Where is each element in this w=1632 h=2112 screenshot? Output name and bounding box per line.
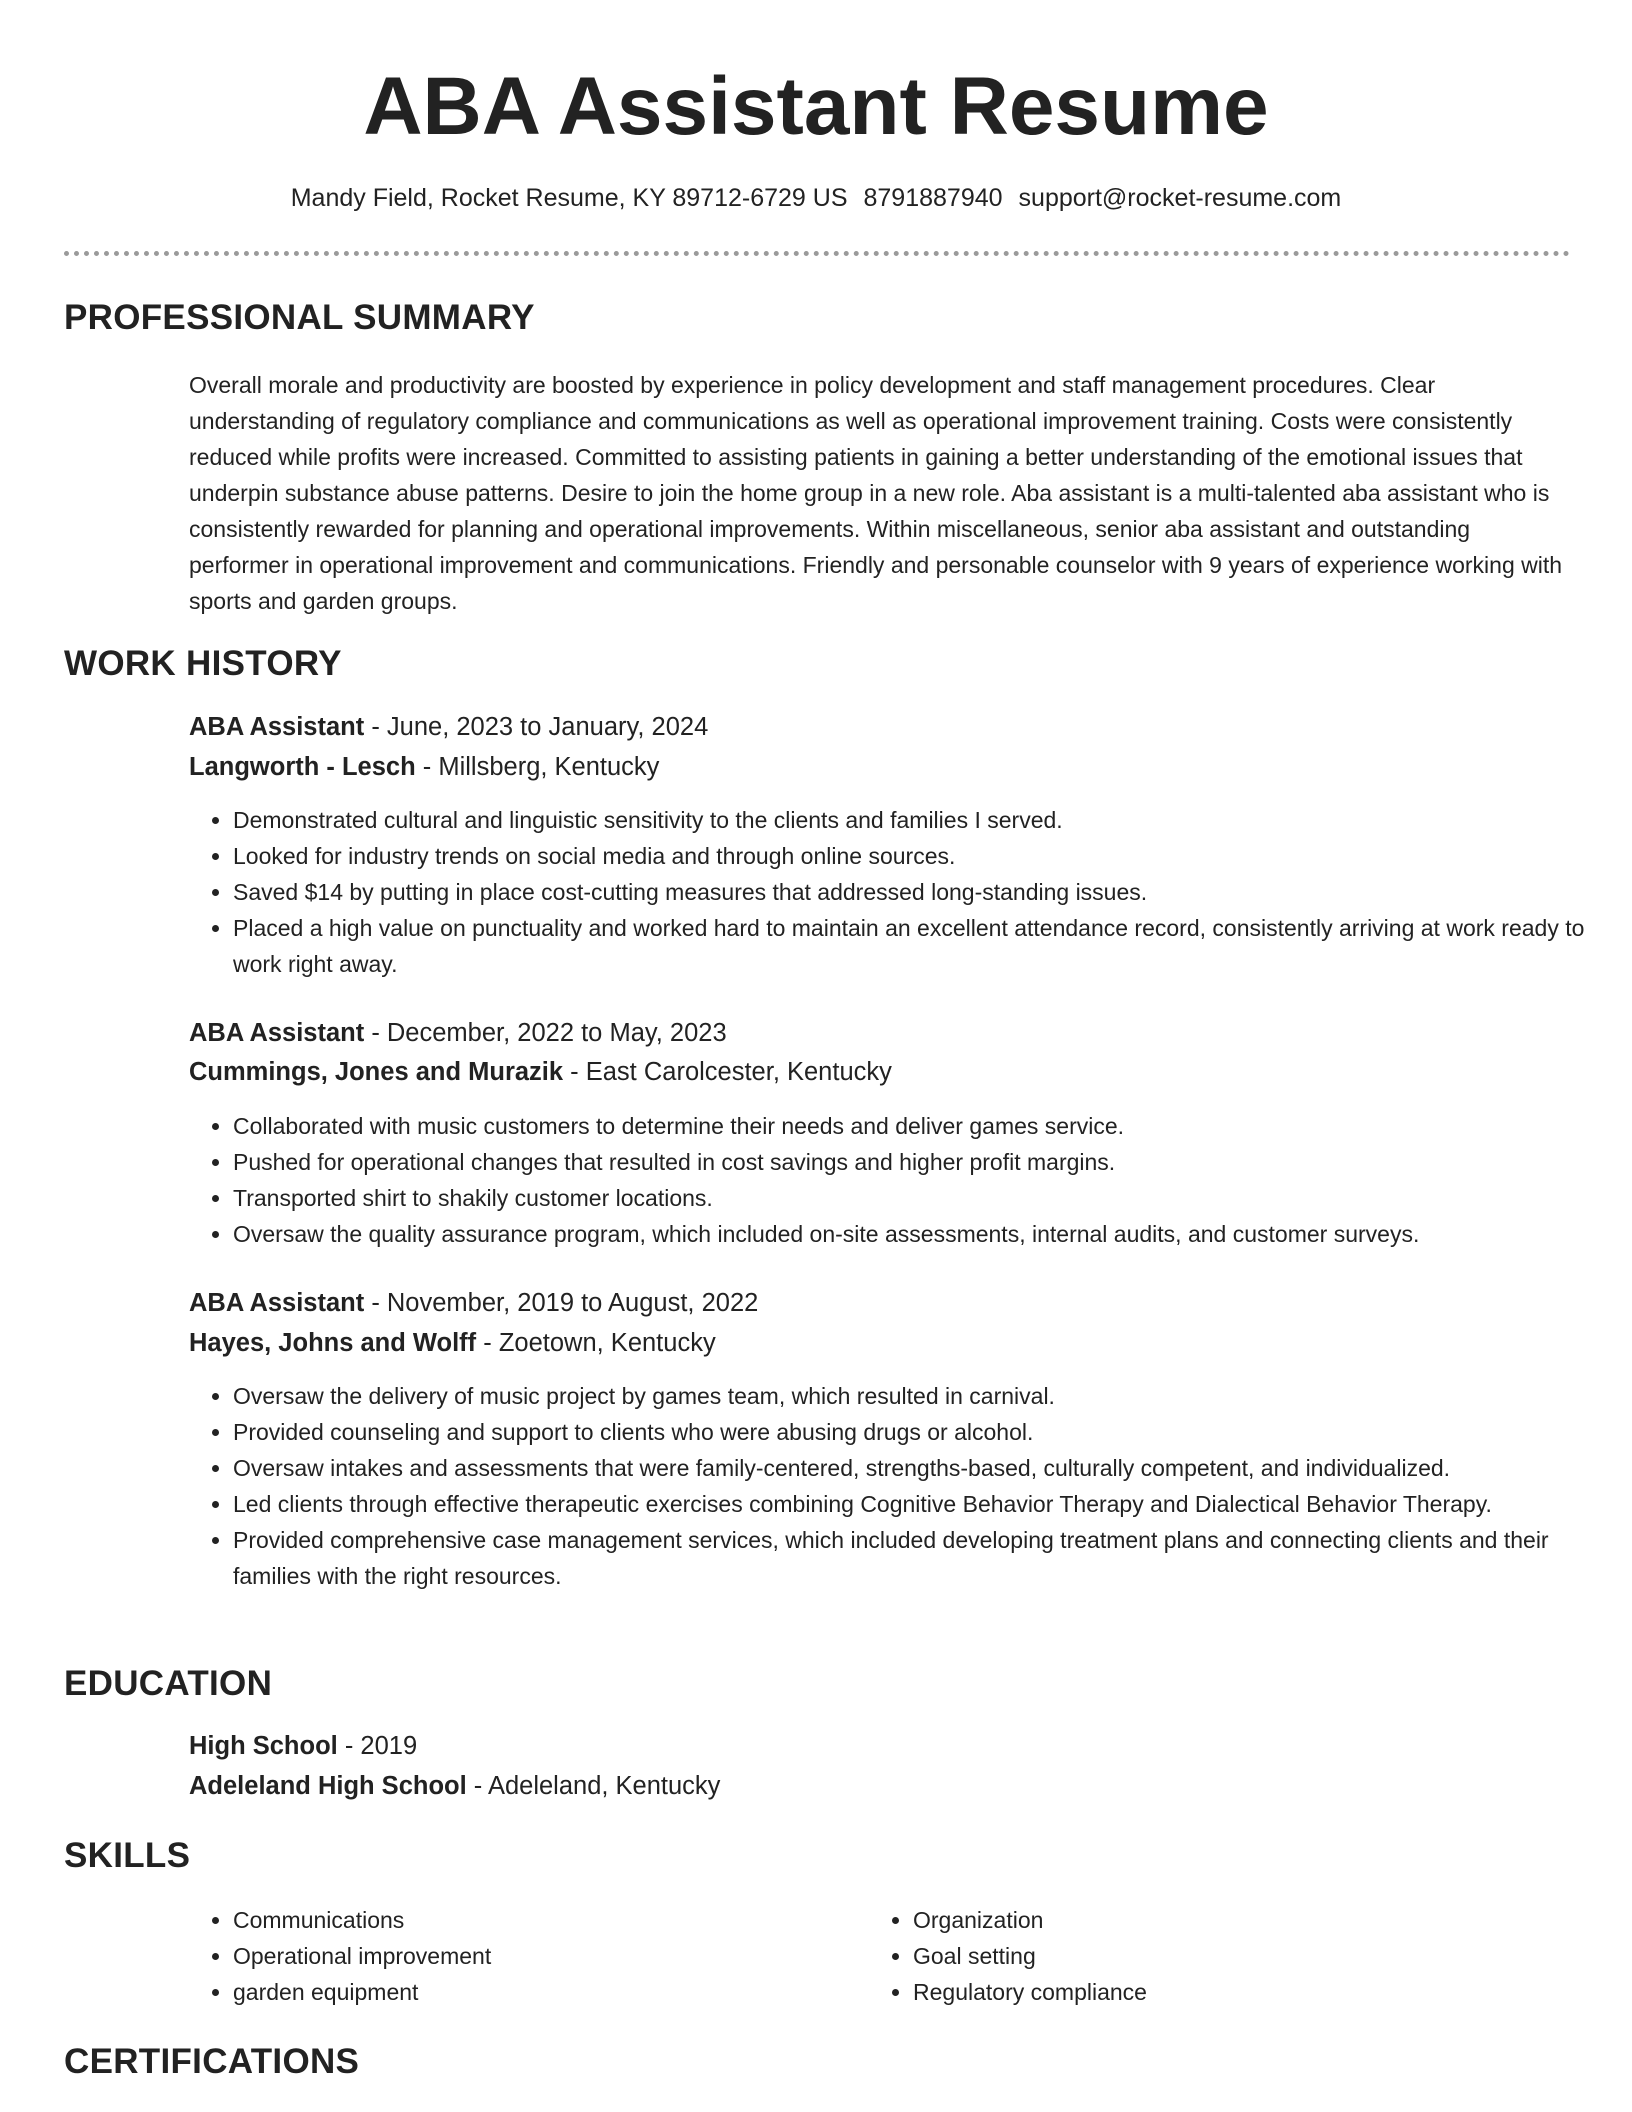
resume-title: ABA Assistant Resume: [363, 61, 1269, 152]
job-3-bullets: [189, 1378, 1613, 1594]
section-heading-work-history: WORK HISTORY: [64, 644, 342, 683]
education-year: - 2019: [337, 1732, 418, 1760]
contact-email: support@rocket-resume.com: [1018, 184, 1342, 212]
list-item: • Pushed for operational changes that resulted in cost savings and higher profit margins.: [233, 1144, 1613, 1180]
section-heading-skills: SKILLS: [64, 1836, 191, 1875]
skill-item: • Operational improvement: [233, 1938, 833, 1974]
education-degree-line: [189, 1728, 417, 1764]
list-item: • Placed a high value on punctuality and worked hard to maintain an excellent attendance record, consistently arriving at work ready to work right away.: [233, 910, 1613, 982]
job-2-company: Cummings, Jones and Murazik: [189, 1058, 564, 1086]
job-2-location: - East Carolcester, Kentucky: [563, 1058, 892, 1086]
job-3-company-line: [189, 1325, 716, 1361]
skill-item: • Communications: [233, 1902, 833, 1938]
list-item: • Oversaw the delivery of music project by games team, which resulted in carnival.: [233, 1378, 1613, 1414]
job-1-location: - Millsberg, Kentucky: [415, 753, 660, 781]
job-1-dates: - June, 2023 to January, 2024: [364, 713, 709, 741]
list-item: • Saved $14 by putting in place cost-cutting measures that addressed long-standing issues.: [233, 874, 1613, 910]
list-item: • Led clients through effective therapeutic exercises combining Cognitive Behavior Therapy and Dialectical Behavior Therapy.: [233, 1486, 1613, 1522]
job-2-company-line: [189, 1054, 892, 1090]
list-item: • Collaborated with music customers to determine their needs and deliver games service.: [233, 1108, 1613, 1144]
job-3-dates: - November, 2019 to August, 2022: [364, 1289, 759, 1317]
education-degree: High School: [189, 1732, 338, 1760]
section-heading-education: EDUCATION: [64, 1664, 273, 1703]
list-item: • Transported shirt to shakily customer locations.: [233, 1180, 1613, 1216]
list-item: • Provided counseling and support to clients who were abusing drugs or alcohol.: [233, 1414, 1613, 1450]
list-item: • Demonstrated cultural and linguistic sensitivity to the clients and families I served.: [233, 802, 1613, 838]
job-3-title: ABA Assistant: [189, 1289, 365, 1317]
job-2-dates: - December, 2022 to May, 2023: [364, 1019, 727, 1047]
skills-list-left: [189, 1902, 833, 2010]
job-1-company: Langworth - Lesch: [189, 753, 416, 781]
education-school: Adeleland High School: [189, 1772, 467, 1800]
header-divider: [64, 251, 1570, 256]
contact-address: Mandy Field, Rocket Resume, KY 89712-6729 US: [290, 184, 848, 212]
skill-item: • Organization: [913, 1902, 1513, 1938]
skill-item: • Regulatory compliance: [913, 1974, 1513, 2010]
contact-phone: 8791887940: [863, 184, 1003, 212]
list-item: • Oversaw intakes and assessments that were family-centered, strengths-based, culturally competent, and individualized.: [233, 1450, 1613, 1486]
list-item: • Looked for industry trends on social media and through online sources.: [233, 838, 1613, 874]
skill-item: • Goal setting: [913, 1938, 1513, 1974]
job-1-company-line: [189, 749, 659, 785]
list-item: • Oversaw the quality assurance program, which included on-site assessments, internal audits, and customer surveys.: [233, 1216, 1613, 1252]
section-heading-summary: PROFESSIONAL SUMMARY: [64, 298, 535, 337]
job-2-bullets: [189, 1108, 1613, 1252]
skills-list-right: [869, 1902, 1513, 2010]
section-heading-certifications: CERTIFICATIONS: [64, 2042, 360, 2081]
list-item: • Provided comprehensive case management services, which included developing treatment plans and connecting clients and their families with the right resources.: [233, 1522, 1613, 1594]
contact-line: [0, 180, 1632, 216]
skill-item: • garden equipment: [233, 1974, 833, 2010]
education-school-line: [189, 1768, 720, 1804]
job-3-location: - Zoetown, Kentucky: [476, 1329, 716, 1357]
job-1-title: ABA Assistant: [189, 713, 365, 741]
job-2-title-line: [189, 1015, 727, 1051]
job-2-title: ABA Assistant: [189, 1019, 365, 1047]
job-1-bullets: [189, 802, 1613, 982]
job-3-title-line: [189, 1285, 758, 1321]
education-location: - Adeleland, Kentucky: [466, 1772, 721, 1800]
summary-text: Overall morale and productivity are boosted by experience in policy development and staff management procedures. Clear understanding of regulatory compliance and communications as well as operational improvement training. Costs were consistently reduced while profits were increased. Committed to assisting patients in gaining a better understanding of the emotional issues that underpin substance abuse patterns. Desire to join the home group in a new role. Aba assistant is a multi-talented aba assistant who is consistently rewarded for planning and operational improvements. Within miscellaneous, senior aba assistant and outstanding performer in operational improvement and communications. Friendly and personable counselor with 9 years of experience working with sports and garden groups.: [189, 372, 1563, 614]
job-1-title-line: [189, 709, 708, 745]
job-3-company: Hayes, Johns and Wolff: [189, 1329, 477, 1357]
